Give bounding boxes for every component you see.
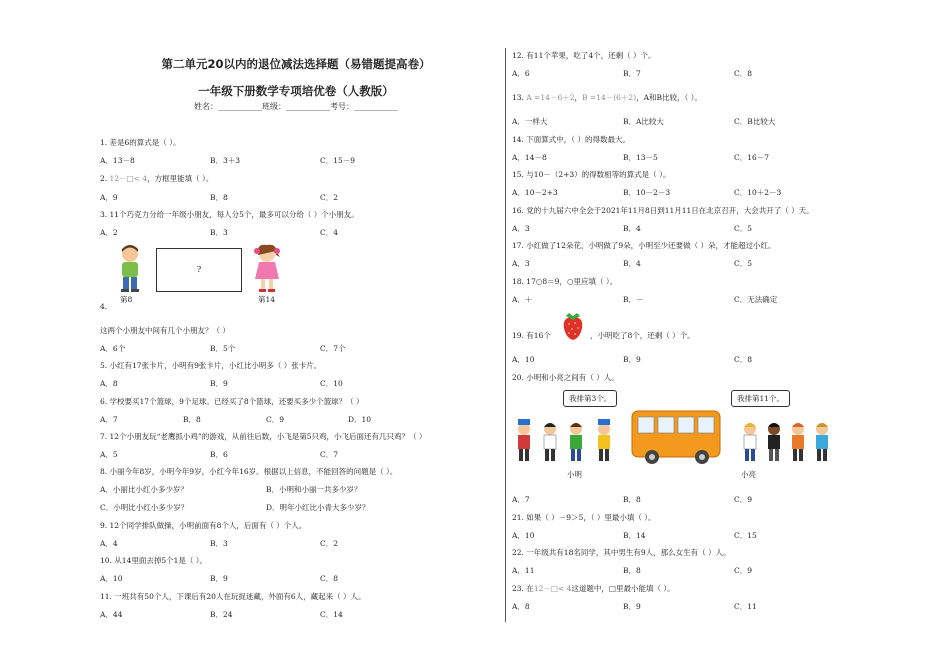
question-15: 15. 与10－（2+3）的得数相等的算式是（ ）。 — [512, 170, 671, 179]
q1-option-b[interactable]: B．3＋3 — [210, 156, 241, 165]
q15-option-b[interactable]: B．10－2－3 — [623, 188, 671, 197]
q22-option-a[interactable]: A．11 — [512, 566, 535, 575]
q9-option-a[interactable]: A．4 — [100, 539, 118, 548]
q5-option-b[interactable]: B．9 — [210, 379, 228, 388]
q6-option-a[interactable]: A．7 — [100, 415, 118, 424]
question-6: 6. 学校要买17个篮球，9个足球。已经买了8个篮球，还要买多少个篮球？（ ） — [100, 397, 364, 406]
q10-option-b[interactable]: B．9 — [210, 574, 228, 583]
question-22: 22. 一年级共有18名同学，其中男生有9人，那么女生有（ ）人。 — [512, 548, 731, 557]
q15-option-c[interactable]: C．10＋2－3 — [734, 188, 782, 197]
page-subtitle: 一年级下册数学专项培优卷（人教版） — [198, 84, 394, 98]
q23-expression: 12－□< 4 — [533, 584, 572, 593]
q20-option-b[interactable]: B．8 — [623, 495, 641, 504]
student-info-line: 姓名：___________班级：___________考号：___________ — [194, 102, 398, 111]
xiaoming-label: 小明 — [567, 470, 582, 479]
girl-label: 第14 — [258, 295, 276, 304]
question-21: 21. 如果（ ）－9＞5，（ ）里最小填（ ）。 — [512, 513, 656, 522]
q13-expression-a: A =14－6＋2 — [526, 93, 575, 102]
q17-option-c[interactable]: C．5 — [734, 259, 753, 268]
question-16: 16. 党的十九届六中全会于2021年11月8日到11月11日在北京召开，大会共开了（ ）天。 — [512, 206, 814, 215]
q12-option-c[interactable]: C．8 — [734, 69, 753, 78]
q20-option-a[interactable]: A．7 — [512, 495, 530, 504]
q23-option-a[interactable]: A．8 — [512, 602, 530, 611]
q13-option-b[interactable]: B．A比较大 — [623, 117, 664, 126]
question-3: 3. 11个巧克力分给一年级小朋友，每人分5个，最多可以分给（ ）个小朋友。 — [100, 210, 359, 219]
question-23 — [512, 584, 675, 594]
q5-option-a[interactable]: A．8 — [100, 379, 118, 388]
q1-option-c[interactable]: C．15－9 — [320, 156, 356, 165]
q16-option-a[interactable]: A．3 — [512, 224, 530, 233]
girl-illustration — [250, 243, 284, 295]
q13-option-c[interactable]: C．B比较大 — [734, 117, 776, 126]
q15-option-a[interactable]: A．10－2+3 — [512, 188, 558, 197]
kid-3-xiaoming — [570, 423, 582, 461]
kid-5-xiaoliang — [744, 423, 756, 461]
q12-option-b[interactable]: B．7 — [623, 69, 641, 78]
question-1: 1. 差是6的算式是（ ）。 — [100, 138, 181, 147]
q4-option-c[interactable]: C．7个 — [320, 344, 346, 353]
q1-option-a[interactable]: A．13－8 — [100, 156, 135, 165]
column-divider — [505, 48, 506, 622]
q2-text: ，方框里能填（ ）。 — [147, 174, 214, 183]
q6-option-d[interactable]: D．10 — [348, 415, 372, 424]
kid-6 — [768, 423, 780, 461]
question-5: 5. 小红有17张卡片，小明有9张卡片，小红比小明多（ ）张卡片。 — [100, 361, 322, 370]
question-4-number: 4. — [100, 302, 108, 311]
q2-option-a[interactable]: A．9 — [100, 193, 118, 202]
q21-option-a[interactable]: A．10 — [512, 531, 535, 540]
question-19-text: ，小明吃了8个，还剩（ ）个。 — [590, 331, 695, 340]
q20-option-c[interactable]: C．9 — [734, 495, 753, 504]
q11-option-b[interactable]: B．24 — [210, 610, 233, 619]
question-2 — [100, 174, 213, 184]
q17-option-b[interactable]: B．4 — [623, 259, 641, 268]
q17-option-a[interactable]: A．3 — [512, 259, 530, 268]
q19-option-b[interactable]: B．9 — [623, 355, 641, 364]
q12-option-a[interactable]: A．6 — [512, 69, 530, 78]
queue-illustration — [512, 405, 842, 467]
unknown-box: ? — [156, 248, 242, 292]
q2-option-c[interactable]: C．2 — [320, 193, 339, 202]
q23-prefix: 23. 在 — [512, 584, 534, 593]
question-20: 20. 小明和小亮之间有（ ）人。 — [512, 373, 619, 382]
q4-option-a[interactable]: A．6个 — [100, 344, 126, 353]
q6-option-b[interactable]: B．8 — [183, 415, 201, 424]
q19-option-a[interactable]: A．10 — [512, 355, 535, 364]
q7-option-b[interactable]: B．6 — [210, 450, 228, 459]
q18-option-c[interactable]: C．无法确定 — [734, 295, 778, 304]
q9-option-c[interactable]: C．2 — [320, 539, 339, 548]
q9-option-b[interactable]: B．3 — [210, 539, 228, 548]
question-18: 18. 17○8＝9，○里应填（ ）。 — [512, 277, 618, 286]
bus — [632, 411, 720, 464]
q19-option-c[interactable]: C．8 — [734, 355, 753, 364]
q13-text: ，A和B比较，（ ）。 — [636, 93, 702, 102]
page-title: 第二单元20以内的退位减法选择题（易错题提高卷） — [161, 57, 431, 71]
question-7: 7. 12个小朋友玩“老鹰抓小鸡”的游戏，从前往后数，小飞是第5只鸡，小飞后面还有几只鸡？（ ） — [100, 432, 427, 441]
q2-expression: 12－□< 4 — [109, 174, 148, 183]
question-10: 10. 从14里面去掉5个1是（ ）。 — [100, 556, 208, 565]
q10-option-c[interactable]: C．8 — [320, 574, 339, 583]
q13-expression-b: B =14－(6＋2) — [582, 93, 637, 102]
q22-option-b[interactable]: B．8 — [623, 566, 641, 575]
q18-option-b[interactable]: B．－ — [623, 295, 644, 304]
kid-7 — [792, 423, 804, 461]
q4-option-b[interactable]: B．5个 — [210, 344, 236, 353]
question-12: 12. 有11个苹果，吃了4个，还剩（ ）个。 — [512, 51, 656, 60]
boy-illustration — [112, 243, 148, 295]
q8-option-c[interactable]: C．小明比小红小多少岁？ — [100, 503, 189, 512]
question-4: 这两个小朋友中间有几个小朋友？（ ） — [100, 326, 230, 335]
q8-option-d[interactable]: D．明年小红比小青大多少岁？ — [266, 503, 370, 512]
q13-number: 13. — [512, 93, 524, 102]
kid-8 — [816, 423, 828, 461]
boy-label: 第8 — [120, 295, 133, 304]
question-13: 13. A =14－6＋2，B =14－(6＋2)，A和B比较，（ ）。 — [512, 93, 702, 102]
strawberry-icon — [560, 311, 586, 341]
q23-option-c[interactable]: C．11 — [734, 602, 757, 611]
q2-number: 2. — [100, 174, 108, 183]
q14-option-b[interactable]: B．13－5 — [623, 153, 658, 162]
question-9: 9. 12个同学排队做操，小明前面有8个人，后面有（ ）个人。 — [100, 521, 307, 530]
q10-option-a[interactable]: A．10 — [100, 574, 123, 583]
q21-option-c[interactable]: C．15 — [734, 531, 757, 540]
question-8: 8. 小丽今年8岁，小明今年9岁，小红今年16岁。根据以上信息，不能回答的问题是（ ）。 — [100, 467, 398, 476]
q16-option-c[interactable]: C．5 — [734, 224, 753, 233]
q3-option-b[interactable]: B．3 — [210, 228, 228, 237]
q2-option-b[interactable]: B．8 — [210, 193, 228, 202]
q5-option-c[interactable]: C．10 — [320, 379, 343, 388]
q11-option-a[interactable]: A．44 — [100, 610, 123, 619]
q6-option-c[interactable]: C．9 — [266, 415, 285, 424]
q23-text: 这道题中，□里最小能填（ ）。 — [571, 584, 675, 593]
q23-option-b[interactable]: B．9 — [623, 602, 641, 611]
kid-4 — [598, 419, 610, 461]
q7-option-c[interactable]: C．7 — [320, 450, 339, 459]
q14-option-a[interactable]: A．14－8 — [512, 153, 547, 162]
q7-option-a[interactable]: A．5 — [100, 450, 118, 459]
q14-option-c[interactable]: C．16－7 — [734, 153, 770, 162]
question-19-prefix: 19. 有16个 — [512, 331, 551, 340]
q13-option-a[interactable]: A．一样大 — [512, 117, 548, 126]
q3-option-c[interactable]: C．4 — [320, 228, 339, 237]
q11-option-c[interactable]: C．14 — [320, 610, 343, 619]
kid-1 — [518, 419, 530, 461]
q3-option-a[interactable]: A．2 — [100, 228, 118, 237]
question-11: 11. 一班共有50个人，下课后有20人在玩捉迷藏，外面有6人，藏起来（ ）人。 — [100, 592, 366, 601]
xiaoliang-label: 小亮 — [741, 470, 756, 479]
q21-option-b[interactable]: B．14 — [623, 531, 646, 540]
q16-option-b[interactable]: B．4 — [623, 224, 641, 233]
q8-option-b[interactable]: B．小明和小丽一共多少岁？ — [266, 485, 362, 494]
q8-option-a[interactable]: A．小丽比小红小多少岁？ — [100, 485, 188, 494]
q22-option-c[interactable]: C．9 — [734, 566, 753, 575]
kid-2 — [544, 423, 556, 461]
question-14: 14. 下面算式中，（ ）的得数最大。 — [512, 135, 630, 144]
q18-option-a[interactable]: A．＋ — [512, 295, 533, 304]
speech-bubble-left: 我排第3个。 — [563, 390, 617, 407]
speech-bubble-right: 我排第11个。 — [731, 390, 790, 407]
question-17: 17. 小红做了12朵花，小明做了9朵，小明至少还要做（ ）朵，才能超过小红。 — [512, 241, 776, 250]
